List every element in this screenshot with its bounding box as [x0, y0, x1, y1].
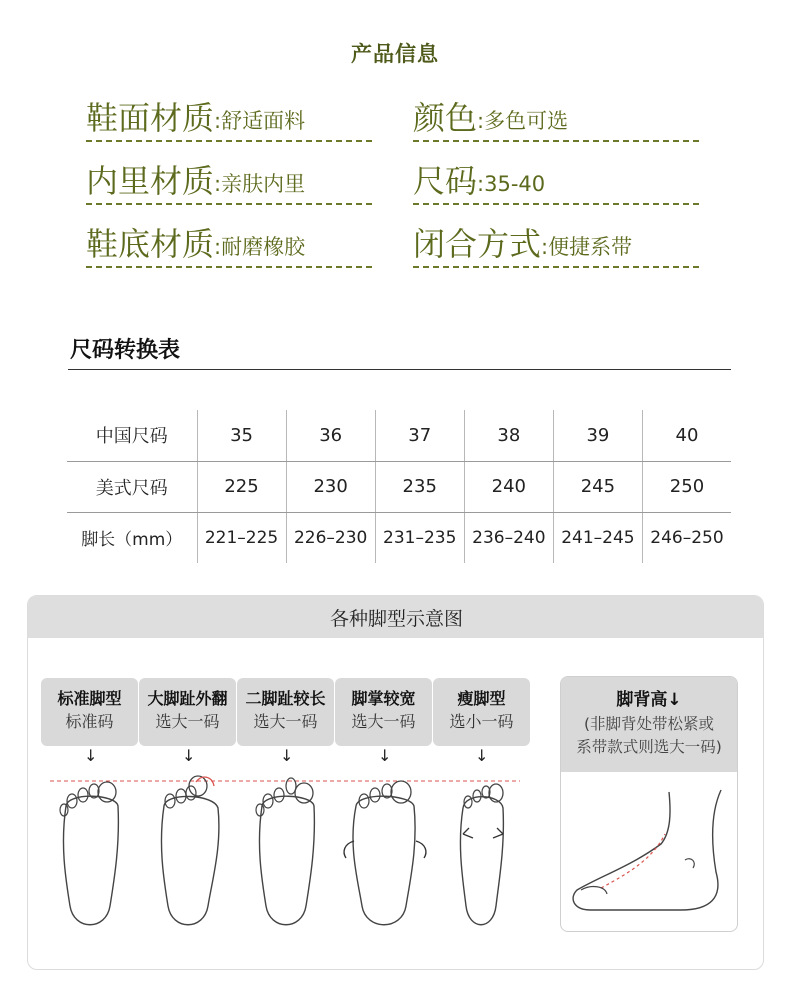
foot-type-title: 各种脚型示意图 — [28, 596, 764, 638]
size-chart-table — [67, 410, 731, 563]
row-label-us-size: 美式尺码 — [67, 461, 197, 512]
foot-type-name: 脚掌较宽 — [351, 689, 416, 708]
instep-note-line2: 系带款式则选大一码) — [576, 738, 722, 756]
down-arrow-icon: ↓ — [280, 746, 294, 765]
foot-type-name: 瘦脚型 — [457, 689, 506, 708]
attr-value: :耐磨橡胶 — [214, 235, 306, 259]
table-cell: 37 — [375, 410, 464, 461]
table-cell: 39 — [553, 410, 642, 461]
attr-key: 内里材质 — [86, 162, 215, 200]
table-row — [67, 461, 731, 512]
table-cell: 226–230 — [286, 512, 375, 563]
instep-title: 脚背高↓ — [616, 690, 682, 710]
table-row — [67, 410, 731, 461]
attr-value: :舒适面料 — [214, 109, 306, 133]
foot-wide-icon — [344, 781, 426, 925]
attr-value: :便捷系带 — [541, 235, 633, 259]
attr-key: 闭合方式 — [413, 225, 542, 263]
attr-upper-material — [86, 98, 372, 142]
table-cell: 225 — [197, 461, 286, 512]
down-arrow-icon: ↓ — [84, 746, 98, 765]
table-cell: 36 — [286, 410, 375, 461]
table-cell: 250 — [642, 461, 731, 512]
down-arrow-icon: ↓ — [378, 746, 392, 765]
table-cell: 38 — [464, 410, 553, 461]
attr-value: :亲肤内里 — [214, 172, 306, 196]
attr-key: 颜色 — [413, 99, 478, 137]
row-label-cn-size: 中国尺码 — [67, 410, 197, 461]
instep-height-box — [560, 676, 738, 932]
instep-head — [561, 677, 737, 772]
foot-type-name: 二脚趾较长 — [245, 689, 326, 708]
attr-value: :多色可选 — [477, 109, 569, 133]
table-cell: 241–245 — [553, 512, 642, 563]
foot-type-advice: 选大一码 — [351, 712, 416, 731]
attr-size-range — [413, 161, 699, 205]
table-cell: 236–240 — [464, 512, 553, 563]
size-chart-divider — [68, 369, 731, 370]
foot-type-advice: 标准码 — [65, 712, 114, 731]
table-cell: 221–225 — [197, 512, 286, 563]
instep-note-line1: (非脚背处带松紧或 — [583, 715, 715, 733]
table-cell: 231–235 — [375, 512, 464, 563]
foot-bunion-icon — [161, 776, 218, 925]
attr-sole-material — [86, 224, 372, 268]
product-info-title: 产品信息 — [351, 42, 439, 66]
foot-type-advice: 选大一码 — [253, 712, 318, 731]
side-foot-icon — [561, 772, 738, 932]
attr-closure — [413, 224, 699, 268]
foot-type-name: 标准脚型 — [57, 689, 122, 708]
row-label-foot-length: 脚长（mm） — [81, 530, 183, 551]
attr-color — [413, 98, 699, 142]
attr-key: 尺码 — [413, 162, 478, 200]
foot-standard-icon — [60, 782, 118, 925]
table-cell: 235 — [375, 461, 464, 512]
foot-type-advice: 选小一码 — [449, 712, 514, 731]
foot-type-advice: 选大一码 — [155, 712, 220, 731]
attr-key: 鞋底材质 — [86, 225, 215, 263]
table-cell: 230 — [286, 461, 375, 512]
down-arrow-icon: ↓ — [475, 746, 489, 765]
table-cell: 240 — [464, 461, 553, 512]
table-row — [67, 512, 731, 563]
foot-narrow-icon — [460, 784, 503, 925]
table-cell: 245 — [553, 461, 642, 512]
attr-lining-material — [86, 161, 372, 205]
down-arrow-icon: ↓ — [182, 746, 196, 765]
foot-type-name: 大脚趾外翻 — [147, 689, 228, 708]
foot-long-second-toe-icon — [256, 778, 314, 925]
table-cell: 40 — [642, 410, 731, 461]
table-cell: 246–250 — [642, 512, 731, 563]
attr-value: :35-40 — [477, 172, 546, 196]
foot-type-panel — [27, 595, 764, 970]
attr-key: 鞋面材质 — [86, 99, 215, 137]
table-cell: 35 — [197, 410, 286, 461]
size-chart-title: 尺码转换表 — [70, 338, 181, 363]
